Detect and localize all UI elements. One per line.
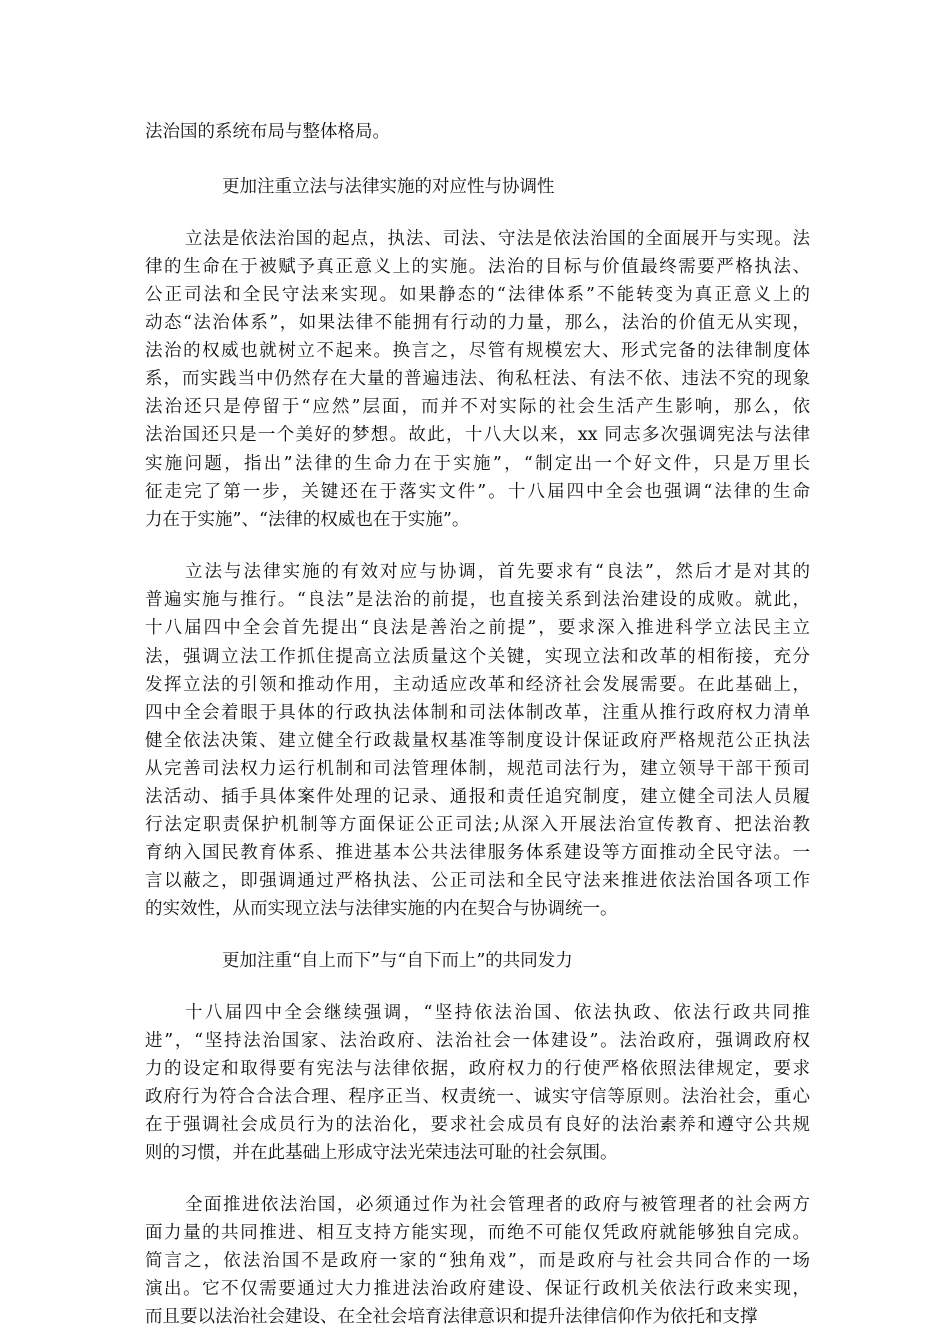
paragraph-line: 立法是依法治国的起点，执法、司法、守法是依法治国的全面展开与实现。法 — [185, 229, 810, 249]
paragraph-line: 面力量的共同推进、相互支持方能实现，而绝不可能仅凭政府就能够独自完成。 — [145, 1223, 810, 1243]
paragraph-line: 十八届四中全会首先提出“良法是善治之前提”，要求深入推进科学立法民主立 — [145, 618, 810, 638]
paragraph-line: 实施问题，指出”法律的生命力在于实施”，“制定出一个好文件，只是万里长 — [145, 454, 810, 474]
paragraph-line: 进”，“坚持法治国家、法治政府、法治社会一体建设”。法治政府，强调政府权 — [145, 1031, 810, 1051]
paragraph-line: 则的习惯，并在此基础上形成守法光荣违法可耻的社会氛围。 — [145, 1143, 618, 1163]
paragraph-line: 法治国还只是一个美好的梦想。故此，十八大以来，xx 同志多次强调宪法与法律 — [145, 425, 810, 445]
section-heading: 更加注重“自上而下”与“自下而上”的共同发力 — [222, 951, 573, 971]
paragraph-line: 法治国的系统布局与整体格局。 — [145, 122, 390, 142]
paragraph-line: 法，强调立法工作抓住提高立法质量这个关键，实现立法和改革的相衔接，充分 — [145, 647, 810, 667]
paragraph-line: 政府行为符合合法合理、程序正当、权责统一、诚实守信等原则。法治社会，重心 — [145, 1087, 810, 1107]
paragraph-line: 而且要以法治社会建设、在全社会培育法律意识和提升法律信仰作为依托和支撑 — [145, 1307, 758, 1327]
paragraph-line: 法治的权威也就树立不起来。换言之，尽管有规模宏大、形式完备的法律制度体 — [145, 341, 810, 361]
paragraph-line: 普遍实施与推行。“良法”是法治的前提，也直接关系到法治建设的成败。就此， — [145, 590, 810, 610]
paragraph-line: 律的生命在于被赋予真正意义上的实施。法治的目标与价值最终需要严格执法、 — [145, 257, 810, 277]
paragraph-line: 公正司法和全民守法来实现。如果静态的“法律体系”不能转变为真正意义上的 — [145, 285, 810, 305]
paragraph-line: 四中全会着眼于具体的行政执法体制和司法体制改革，注重从推行政府权力清单 — [145, 703, 810, 723]
paragraph-line: 育纳入国民教育体系、推进基本公共法律服务体系建设等方面推动全民守法。一 — [145, 843, 810, 863]
paragraph-line: 法治还只是停留于“应然”层面，而并不对实际的社会生活产生影响，那么，依 — [145, 397, 810, 417]
section-heading: 更加注重立法与法律实施的对应性与协调性 — [222, 177, 555, 197]
paragraph-line: 言以蔽之，即强调通过严格执法、公正司法和全民守法来推进依法治国各项工作 — [145, 871, 810, 891]
paragraph-line: 简言之，依法治国不是政府一家的“独角戏”，而是政府与社会共同合作的一场 — [145, 1251, 810, 1271]
paragraph-line: 立法与法律实施的有效对应与协调，首先要求有“良法”，然后才是对其的 — [185, 562, 810, 582]
paragraph-line: 从完善司法权力运行机制和司法管理体制，规范司法行为，建立领导干部干预司 — [145, 759, 810, 779]
paragraph-line: 健全依法决策、建立健全行政裁量权基准等制度设计保证政府严格规范公正执法 — [145, 731, 810, 751]
paragraph-line: 十八届四中全会继续强调，“坚持依法治国、依法执政、依法行政共同推 — [185, 1003, 810, 1023]
paragraph-line: 力在于实施”、“法律的权威也在于实施”。 — [145, 510, 470, 530]
paragraph-line: 动态“法治体系”，如果法律不能拥有行动的力量，那么，法治的价值无从实现， — [145, 313, 810, 333]
paragraph-line: 发挥立法的引领和推动作用，主动适应改革和经济社会发展需要。在此基础上， — [145, 675, 810, 695]
paragraph-line: 的实效性，从而实现立法与法律实施的内在契合与协调统一。 — [145, 899, 618, 919]
paragraph-line: 在于强调社会成员行为的法治化，要求社会成员有良好的法治素养和遵守公共规 — [145, 1115, 810, 1135]
paragraph-line: 系，而实践当中仍然存在大量的普遍违法、徇私枉法、有法不依、违法不究的现象 — [145, 369, 810, 389]
paragraph-line: 征走完了第一步，关键还在于落实文件”。十八届四中全会也强调“法律的生命 — [145, 482, 810, 502]
paragraph-line: 行法定职责保护机制等方面保证公正司法;从深入开展法治宣传教育、把法治教 — [145, 815, 810, 835]
paragraph-line: 演出。它不仅需要通过大力推进法治政府建设、保证行政机关依法行政来实现， — [145, 1279, 810, 1299]
paragraph-line: 全面推进依法治国，必须通过作为社会管理者的政府与被管理者的社会两方 — [185, 1195, 810, 1215]
paragraph-line: 力的设定和取得要有宪法与法律依据，政府权力的行使严格依照法律规定，要求 — [145, 1059, 810, 1079]
paragraph-line: 法活动、插手具体案件处理的记录、通报和责任追究制度，建立健全司法人员履 — [145, 787, 810, 807]
